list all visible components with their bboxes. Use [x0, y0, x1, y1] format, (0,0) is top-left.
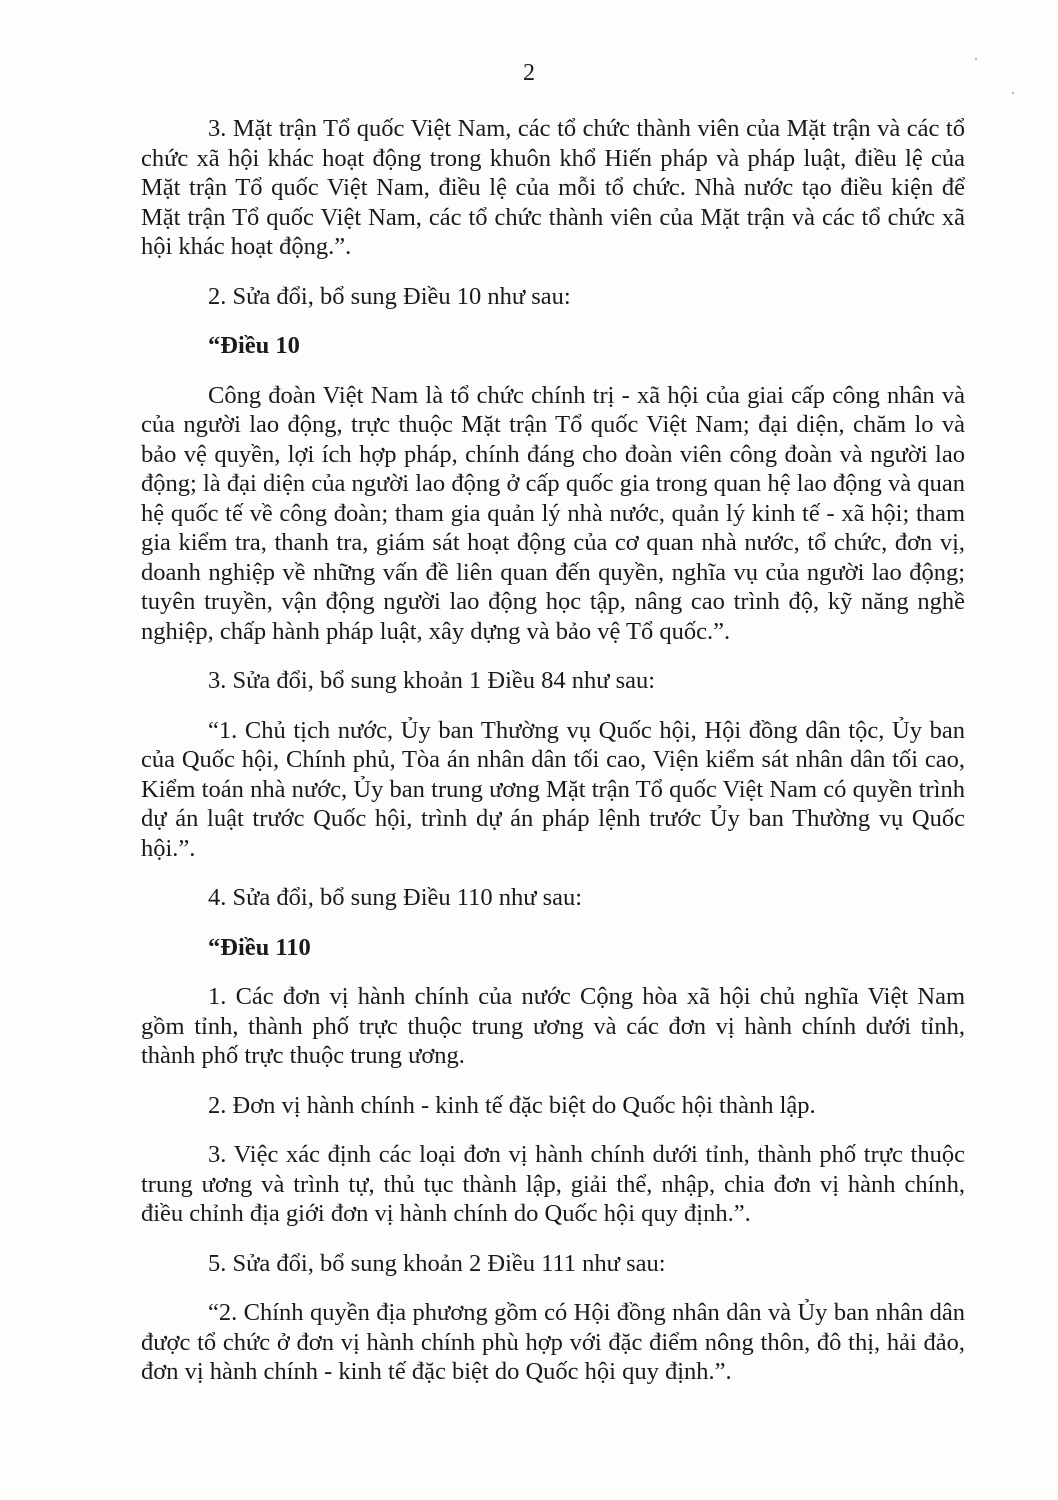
paragraph-article-110-clause-1: 1. Các đơn vị hành chính của nước Cộng hòa xã hội chủ nghĩa Việt Nam gồm tỉnh, thành phố trực thuộc trung ương và các đơn vị hành chính dưới tỉnh, thành phố trực thuộc trung ương. — [141, 983, 965, 1069]
scan-speck — [975, 58, 977, 60]
paragraph-article-110-clause-2: 2. Đơn vị hành chính - kinh tế đặc biệt do Quốc hội thành lập. — [208, 1091, 816, 1119]
paragraph-amend-article-10: 2. Sửa đổi, bổ sung Điều 10 như sau: — [208, 282, 571, 310]
heading-article-10: “Điều 10 — [208, 332, 300, 359]
paragraph-article-110-clause-3: 3. Việc xác định các loại đơn vị hành chính dưới tỉnh, thành phố trực thuộc trung ương và trình tự, thủ tục thành lập, giải thể, nhập, chia đơn vị hành chính, điều chỉnh địa giới đơn vị hành chính do Quốc hội quy định.”. — [141, 1141, 965, 1227]
paragraph-article-111-clause-2: “2. Chính quyền địa phương gồm có Hội đồng nhân dân và Ủy ban nhân dân được tổ chức ở đơn vị hành chính phù hợp với đặc điểm nông thôn, đô thị, hải đảo, đơn vị hành chính - kinh tế đặc biệt do Quốc hội quy định.”. — [141, 1299, 965, 1385]
paragraph-article-10-trade-union: Công đoàn Việt Nam là tổ chức chính trị - xã hội của giai cấp công nhân và của người lao động, trực thuộc Mặt trận Tổ quốc Việt Nam; đại diện, chăm lo và bảo vệ quyền, lợi ích hợp pháp, chính đáng cho đoàn viên công đoàn và người lao động; là đại diện của người lao động ở cấp quốc gia trong quan hệ lao động và quan hệ quốc tế về công đoàn; tham gia quản lý nhà nước, quản lý kinh tế - xã hội; tham gia kiểm tra, thanh tra, giám sát hoạt động của cơ quan nhà nước, tổ chức, đơn vị, doanh nghiệp về những vấn đề liên quan đến quyền, nghĩa vụ của người lao động; tuyên truyền, vận động người lao động học tập, nâng cao trình độ, kỹ năng nghề nghiệp, chấp hành pháp luật, xây dựng và bảo vệ Tổ quốc.”. — [141, 381, 965, 645]
paragraph-clause-3-fatherland-front: 3. Mặt trận Tổ quốc Việt Nam, các tổ chức thành viên của Mặt trận và các tổ chức xã hội khác hoạt động trong khuôn khổ Hiến pháp và pháp luật, điều lệ của Mặt trận Tổ quốc Việt Nam, điều lệ của mỗi tổ chức. Nhà nước tạo điều kiện để Mặt trận Tổ quốc Việt Nam, các tổ chức thành viên của Mặt trận và các tổ chức xã hội khác hoạt động.”. — [141, 115, 965, 260]
page-number: 2 — [523, 60, 535, 86]
paragraph-amend-article-110: 4. Sửa đổi, bổ sung Điều 110 như sau: — [208, 884, 583, 911]
scan-speck — [1012, 92, 1014, 94]
paragraph-amend-article-84: 3. Sửa đổi, bổ sung khoản 1 Điều 84 như sau: — [208, 667, 656, 694]
paragraph-article-84-clause-1: “1. Chủ tịch nước, Ủy ban Thường vụ Quốc hội, Hội đồng dân tộc, Ủy ban của Quốc hội, Chính phủ, Tòa án nhân dân tối cao, Viện kiểm sát nhân dân tối cao, Kiểm toán nhà nước, Ủy ban trung ương Mặt trận Tổ quốc Việt Nam có quyền trình dự án luật trước Quốc hội, trình dự án pháp lệnh trước Ủy ban Thường vụ Quốc hội.”. — [141, 716, 965, 862]
heading-article-110: “Điều 110 — [208, 933, 311, 961]
document-body — [141, 114, 965, 1387]
paragraph-amend-article-111: 5. Sửa đổi, bổ sung khoản 2 Điều 111 như sau: — [208, 1249, 666, 1277]
